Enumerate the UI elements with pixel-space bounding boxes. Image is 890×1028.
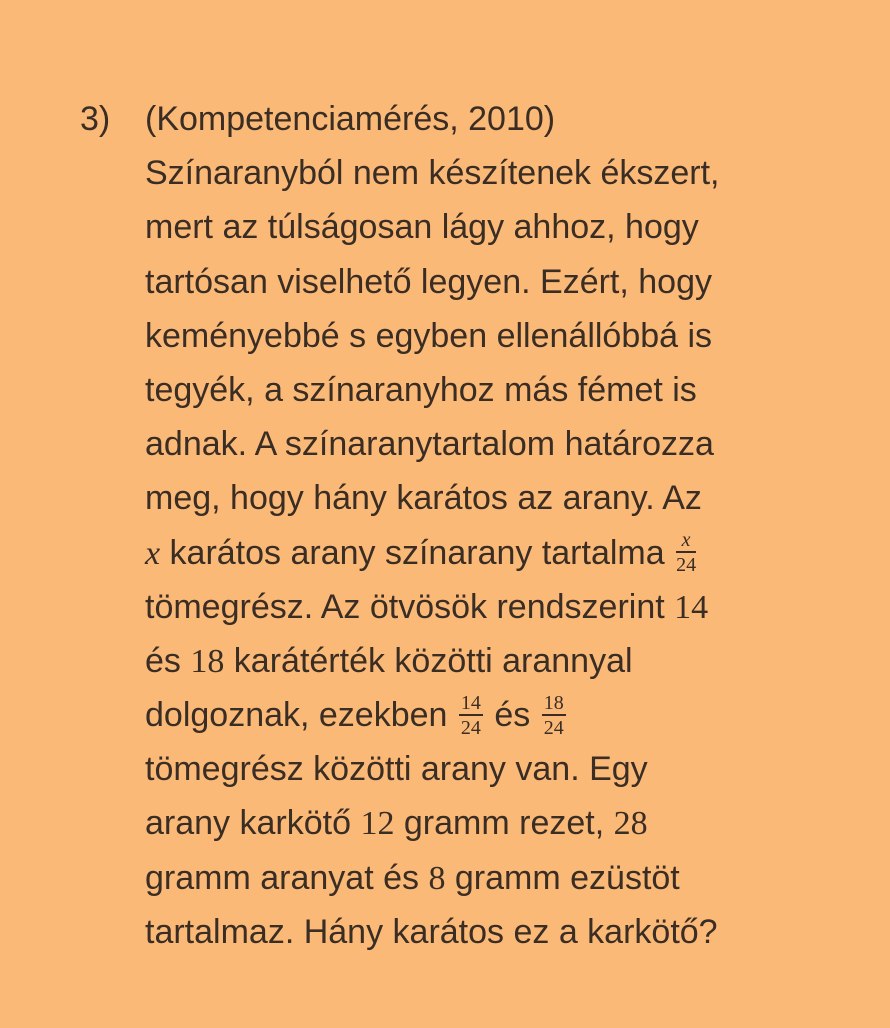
text-line-7: meg, hogy hány karátos az arany. Az [145,479,702,518]
variable-x: x [145,534,161,572]
number-18: 18 [190,642,225,680]
text-line-9 [145,580,845,634]
text-fragment: gramm ezüstöt [445,858,680,897]
number-12: 12 [360,805,395,843]
text-line-3: tartósan viselhető legyen. Ezért, hogy [145,262,712,301]
fraction-x-over-24 [676,530,696,575]
text-line-11 [145,688,845,742]
fraction-numerator: 14 [460,691,481,714]
number-14: 14 [674,588,709,626]
fraction-denominator: 24 [543,716,564,739]
fraction-numerator: 18 [543,691,564,714]
text-line-12: tömegrész közötti arany van. Egy [145,750,648,789]
text-line-15: tartalmaz. Hány karátos ez a karkötő? [145,912,718,951]
number-28: 28 [613,805,648,843]
text-fragment: gramm aranyat és [145,858,429,897]
text-fragment: karátos arany színarany tartalma [160,533,675,572]
text-fragment: dolgoznak, ezekben [145,696,457,735]
text-line-10 [145,634,845,688]
text-fragment: karátérték közötti arannyal [224,641,633,680]
text-fragment: arany karkötő [145,804,361,843]
text-line-4: keményebbé s egyben ellenállóbbá is [145,316,713,355]
text-line-2: mert az túlságosan lágy ahhoz, hogy [145,208,699,247]
text-fragment: és [484,696,540,735]
text-line-8 [145,526,845,580]
fraction-18-over-24 [542,693,566,738]
text-line-1: Színaranyból nem készítenek ékszert, [145,154,720,193]
text-fragment: gramm rezet, [394,804,614,843]
text-line-6: adnak. A színaranytartalom határozza [145,425,714,464]
problem-number: 3) [80,100,111,138]
fraction-14-over-24 [459,693,483,738]
fraction-denominator: 24 [676,554,697,577]
fraction-numerator: x [676,530,696,553]
text-line-5: tegyék, a színaranyhoz más fémet is [145,370,697,409]
problem-source: (Kompetenciamérés, 2010) [145,100,556,138]
problem-text [145,92,845,959]
number-8: 8 [428,859,446,897]
text-line-14 [145,851,845,905]
fraction-denominator: 24 [460,716,481,739]
text-line-13 [145,796,845,850]
text-fragment: tömegrész. Az ötvösök rendszerint [145,587,675,626]
text-fragment: és [145,641,191,680]
